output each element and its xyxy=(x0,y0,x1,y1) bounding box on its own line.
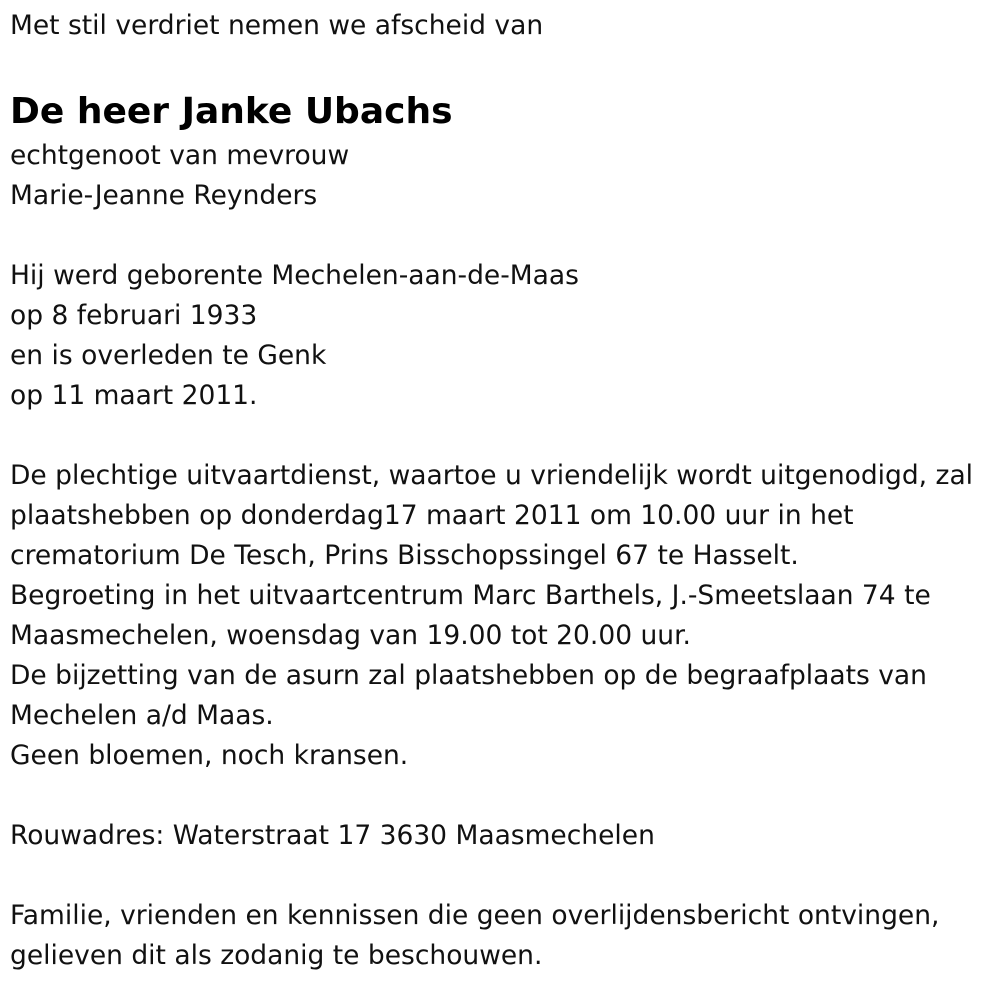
intro-text: Met stil verdriet nemen we afscheid van xyxy=(10,10,544,41)
ceremony-line: De plechtige uitvaartdienst, waartoe u vriendelijk wordt uitgenodigd, zal xyxy=(10,460,974,491)
birth-place: Hij werd geborente Mechelen-aan-de-Maas xyxy=(10,260,579,291)
spacer xyxy=(10,776,995,816)
deceased-name: De heer Janke Ubachs xyxy=(10,91,453,132)
life-block xyxy=(10,256,995,416)
spacer xyxy=(10,416,995,456)
spacer xyxy=(10,216,995,256)
ceremony-line: crematorium De Tesch, Prins Bisschopssingel 67 te Hasselt. xyxy=(10,540,799,571)
obituary-notice xyxy=(10,0,995,976)
ceremony-line: Maasmechelen, woensdag van 19.00 tot 20.00 uur. xyxy=(10,620,691,651)
closing-line: Familie, vrienden en kennissen die geen overlijdensbericht ontvingen, xyxy=(10,900,940,931)
spouse-line: echtgenoot van mevrouw xyxy=(10,140,350,171)
spouse-name: Marie-Jeanne Reynders xyxy=(10,180,318,211)
closing-block xyxy=(10,896,995,976)
closing-line: gelieven dit als zodanig te beschouwen. xyxy=(10,940,543,971)
birth-date: op 8 februari 1933 xyxy=(10,300,258,331)
ceremony-block xyxy=(10,456,995,776)
death-place: en is overleden te Genk xyxy=(10,340,327,371)
ceremony-line: De bijzetting van de asurn zal plaatshebben op de begraafplaats van xyxy=(10,660,927,691)
ceremony-line: Mechelen a/d Maas. xyxy=(10,700,274,731)
death-date: op 11 maart 2011. xyxy=(10,380,258,411)
ceremony-line: Geen bloemen, noch kransen. xyxy=(10,740,409,771)
ceremony-line: plaatshebben op donderdag17 maart 2011 om 10.00 uur in het xyxy=(10,500,854,531)
spacer xyxy=(10,856,995,896)
spouse-block xyxy=(10,136,995,216)
ceremony-line: Begroeting in het uitvaartcentrum Marc Barthels, J.-Smeetslaan 74 te xyxy=(10,580,931,611)
mourning-address: Rouwadres: Waterstraat 17 3630 Maasmechelen xyxy=(10,820,655,851)
